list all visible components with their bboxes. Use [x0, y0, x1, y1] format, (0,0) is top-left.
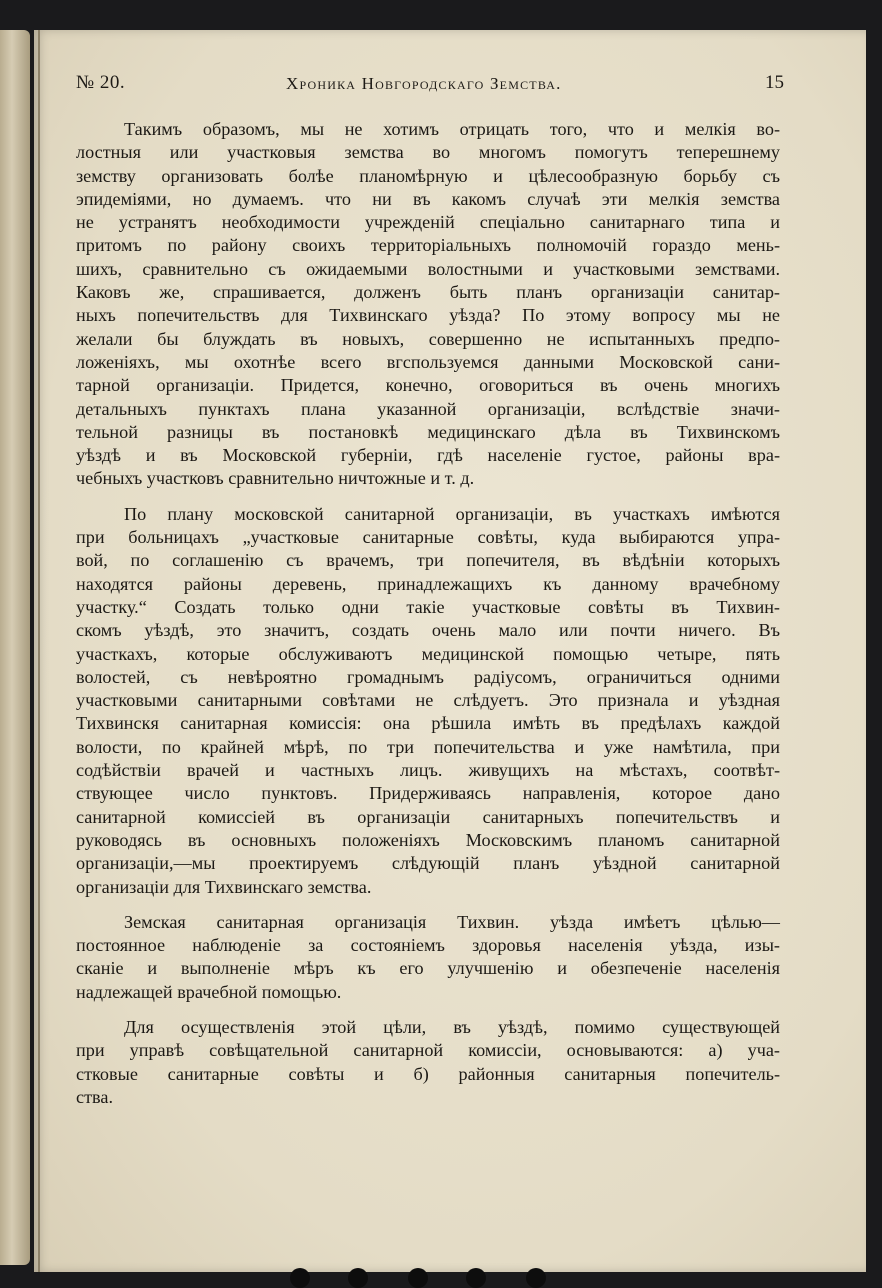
paragraph — [76, 911, 780, 1004]
text-line: сканіе и выполненіе мѣръ къ его улучшенію и обезпеченіе населенія — [76, 958, 780, 979]
text-line: желали бы блуждать въ новыхъ, совершенно не испытанныхъ предпо- — [76, 328, 780, 349]
text-line: Для осуществленія этой цѣли, въ уѣздѣ, помимо существующей — [124, 1016, 780, 1037]
text-line: эпидеміями, но думаемъ. что ни въ какомъ случаѣ эти мелкія земства — [76, 188, 780, 209]
text-line: стковые санитарные совѣты и б) районныя санитарныя попечитель- — [76, 1063, 780, 1084]
text-line: уѣздѣ и въ Московской губерніи, гдѣ населеніе густое, районы вра- — [76, 445, 780, 466]
paragraph — [76, 1016, 780, 1109]
text-line: санитарной комиссіей въ организаціи санитарныхъ попечительствъ и — [76, 806, 780, 827]
text-line: земству организовать болѣе планомѣрную и цѣлесообразную борьбу съ — [76, 165, 780, 186]
text-line: Тихвинскя санитарная комиссія: она рѣшила имѣть въ предѣлахъ каждой — [76, 713, 780, 734]
text-line: Каковъ же, спрашивается, долженъ быть планъ организаціи санитар- — [76, 282, 780, 303]
text-line: Такимъ образомъ, мы не хотимъ отрицать того, что и мелкія во- — [124, 119, 780, 139]
text-line: волостей, съ невѣроятно громаднымъ радіусомъ, ограничиться одними — [76, 666, 780, 687]
text-line: детальныхъ пунктахъ плана указанной организаціи, вслѣдствіе значи- — [76, 398, 780, 419]
book-page — [34, 30, 866, 1272]
text-line: при управѣ совѣщательной санитарной комиссіи, основываются: а) уча- — [76, 1040, 780, 1061]
text-line: ныхъ попечительствъ для Тихвинскаго уѣзда? По этому вопросу мы не — [76, 305, 780, 326]
text-line: лостныя или участковыя земства во многомъ помогутъ теперешнему — [76, 142, 780, 163]
text-line: шихъ, сравнительно съ ожидаемыми волостными и участковыми земствами. — [76, 258, 780, 279]
text-line: ства. — [76, 1086, 113, 1107]
binding-hole — [348, 1268, 368, 1288]
previous-page-edge — [0, 30, 30, 1265]
binding-hole — [408, 1268, 428, 1288]
body-text — [76, 118, 780, 1121]
text-line: участкахъ, которые обслуживаютъ медицинской помощью четыре, пять — [76, 643, 780, 664]
text-line: постоянное наблюденіе за состояніемъ здоровья населенія уѣзда, изы- — [76, 935, 780, 956]
issue-number: № 20. — [76, 72, 126, 93]
running-header — [76, 68, 782, 102]
journal-title: Хроника Новгородскаго Земства. — [286, 74, 562, 93]
text-line: руководясь въ основныхъ положеніяхъ Московскимъ планомъ санитарной — [76, 829, 780, 850]
text-line: тарной организаціи. Придется, конечно, оговориться въ очень многихъ — [76, 375, 780, 396]
text-line: организаціи,—мы проектируемъ слѣдующій планъ уѣздной санитарной — [76, 853, 780, 874]
text-line: притомъ по району своихъ территоріальныхъ полномочій гораздо мень- — [76, 235, 780, 256]
text-line: ствующее число пунктовъ. Придерживаясь направленія, которое дано — [76, 783, 780, 804]
text-line: при больницахъ „участковые санитарные совѣты, куда выбираются упра- — [76, 527, 780, 548]
page-spine-shadow — [38, 30, 40, 1272]
text-line: организаціи для Тихвинскаго земства. — [76, 876, 372, 897]
paragraph — [76, 503, 780, 899]
text-line: По плану московской санитарной организаціи, въ участкахъ имѣются — [124, 503, 780, 524]
paragraph — [76, 118, 780, 491]
page-number: 15 — [765, 72, 784, 93]
binding-hole — [466, 1268, 486, 1288]
text-line: Земская санитарная организація Тихвин. уѣзда имѣетъ цѣлью— — [124, 911, 780, 932]
text-line: ложеніяхъ, мы охотнѣе всего вгспользуемся данными Московской сани- — [76, 351, 780, 372]
text-line: надлежащей врачебной помощью. — [76, 981, 342, 1002]
text-line: волости, по крайней мѣрѣ, по три попечительства и уже намѣтила, при — [76, 736, 780, 757]
binding-hole — [526, 1268, 546, 1288]
text-line: участку.“ Создать только одни такіе участковые совѣты въ Тихвин- — [76, 596, 780, 617]
text-line: не устранятъ необходимости учрежденій спеціально санитарнаго типа и — [76, 212, 780, 233]
text-line: тельной разницы въ постановкѣ медицинскаго дѣла въ Тихвинскомъ — [76, 421, 780, 442]
text-line: скомъ уѣздѣ, это значитъ, создать очень мало или почти ничего. Въ — [76, 620, 780, 641]
binding-hole — [290, 1268, 310, 1288]
text-line: чебныхъ участковъ сравнительно ничтожные и т. д. — [76, 468, 475, 489]
text-line: находятся районы деревень, принадлежащихъ къ данному врачебному — [76, 573, 780, 594]
text-line: содѣйствіи врачей и частныхъ лицъ. живущихъ на мѣстахъ, соотвѣт- — [76, 760, 780, 781]
text-line: участковыми санитарными совѣтами не слѣдуетъ. Это признала и уѣздная — [76, 690, 780, 711]
text-line: вой, по соглашенію съ врачемъ, три попечителя, въ вѣдѣніи которыхъ — [76, 550, 780, 571]
